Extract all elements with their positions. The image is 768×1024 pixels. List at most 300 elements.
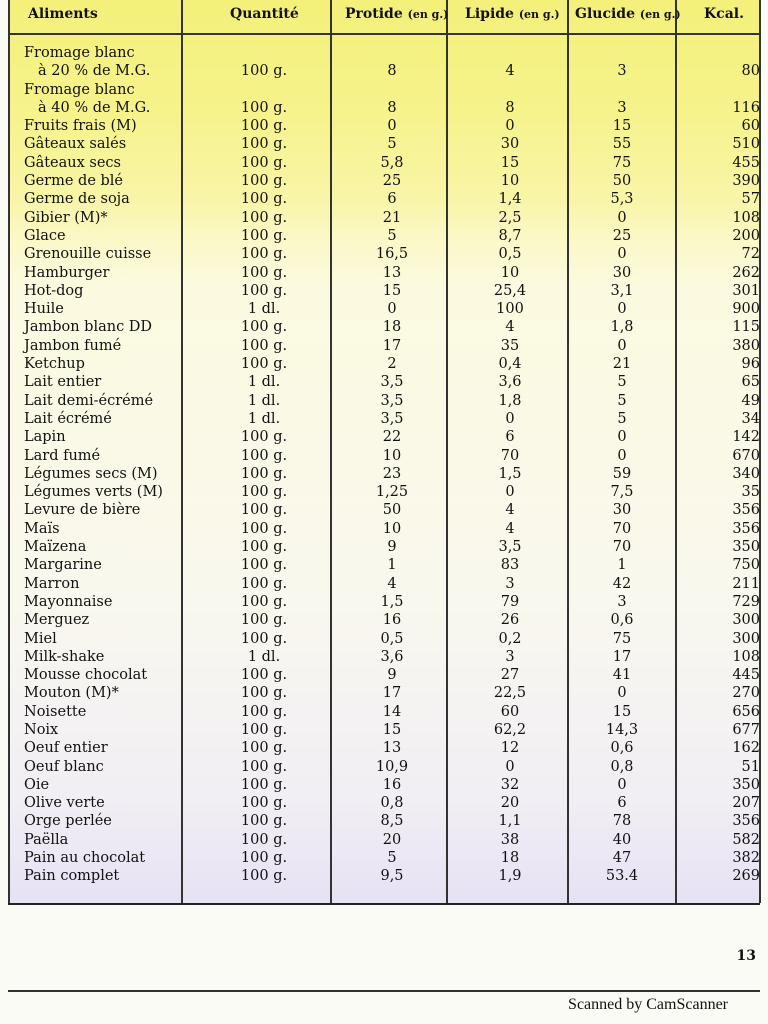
protide-cell: 4 [387,575,397,592]
kcal-cell: 162 [732,740,760,757]
table-row [0,831,768,849]
food-name: Noix [24,721,59,738]
kcal-cell: 656 [732,703,760,720]
protide-cell: 16,5 [375,246,409,263]
lipide-cell: 0,4 [498,356,522,373]
header-quantite: Quantité [230,6,299,22]
lipide-cell: 6 [505,429,515,446]
kcal-cell: 750 [732,557,760,574]
kcal-cell: 356 [732,813,760,830]
kcal-cell: 300 [732,612,760,629]
table-row [0,190,768,208]
glucide-cell: 42 [612,575,632,592]
protide-cell: 17 [382,337,402,354]
quantity-cell: 1 dl. [247,301,281,318]
lipide-cell: 30 [500,136,520,153]
glucide-cell: 3,1 [610,282,634,299]
quantity-cell: 100 g. [240,356,288,373]
kcal-cell: 96 [741,356,760,373]
food-name: Fruits frais (M) [24,118,137,135]
food-name: Miel [24,630,57,647]
lipide-cell: 27 [500,667,520,684]
table-row [0,703,768,721]
table-row [0,812,768,830]
footer-rule [8,990,760,992]
food-name: Milk-shake [24,648,105,665]
protide-cell: 0,5 [380,630,404,647]
lipide-cell: 4 [505,502,515,519]
lipide-cell: 15 [500,154,520,171]
lipide-cell: 79 [500,593,520,610]
protide-cell: 6 [387,191,397,208]
glucide-cell: 0 [617,337,627,354]
lipide-cell: 83 [500,557,520,574]
protide-cell: 3,5 [380,410,404,427]
glucide-cell: 70 [612,539,632,556]
table-row [0,684,768,702]
header-aliments: Aliments [28,6,98,22]
quantity-cell: 100 g. [240,539,288,556]
kcal-cell: 677 [732,721,760,738]
table-row [0,666,768,684]
table-row [0,300,768,318]
glucide-cell: 0 [617,301,627,318]
food-name: Jambon blanc DD [24,319,153,336]
protide-cell: 13 [382,264,402,281]
glucide-cell: 21 [612,356,632,373]
glucide-cell: 0 [617,447,627,464]
table-row [0,538,768,556]
protide-cell: 14 [382,703,402,720]
protide-cell: 0 [387,118,397,135]
quantity-cell: 100 g. [240,740,288,757]
quantity-cell: 100 g. [240,502,288,519]
table-row [0,81,768,118]
food-name: Paëlla [24,831,69,848]
glucide-cell: 7,5 [610,484,634,501]
lipide-cell: 20 [500,795,520,812]
table-row [0,483,768,501]
glucide-cell: 5 [617,410,627,427]
quantity-cell: 1 dl. [247,392,281,409]
header-protide: Protide (en g.) [345,6,449,22]
header-lipide: Lipide (en g.) [465,6,560,22]
food-name [24,44,150,81]
header-divider [8,33,760,35]
glucide-cell: 6 [617,795,627,812]
food-name: Ketchup [24,356,85,373]
quantity-cell: 100 g. [240,465,288,482]
quantity-cell: 100 g. [240,630,288,647]
kcal-cell: 350 [732,776,760,793]
glucide-cell: 14,3 [605,721,639,738]
food-name: Grenouille cuisse [24,246,152,263]
kcal-cell: 380 [732,337,760,354]
quantity-cell: 100 g. [240,136,288,153]
lipide-cell: 0 [505,484,515,501]
kcal-cell: 729 [732,593,760,610]
table-row [0,465,768,483]
table-row [0,410,768,428]
glucide-cell: 0,6 [610,612,634,629]
glucide-cell: 78 [612,813,632,830]
lipide-cell: 3 [505,648,515,665]
kcal-cell: 382 [732,850,760,867]
table-row [0,373,768,391]
protide-cell: 8 [387,99,397,116]
lipide-cell: 1,8 [498,392,522,409]
quantity-cell: 1 dl. [247,410,281,427]
glucide-cell: 0,8 [610,758,634,775]
lipide-cell: 38 [500,831,520,848]
table-row [0,117,768,135]
lipide-cell: 3,6 [498,374,522,391]
kcal-cell: 60 [741,118,760,135]
kcal-cell: 108 [732,209,760,226]
kcal-cell: 900 [732,301,760,318]
lipide-cell: 0 [505,410,515,427]
protide-cell: 5 [387,227,397,244]
quantity-cell: 100 g. [240,429,288,446]
quantity-cell: 100 g. [240,337,288,354]
food-name-line1: Fromage blanc [24,45,135,61]
table-body [0,44,768,886]
food-name: Lard fumé [24,447,101,464]
kcal-cell: 116 [732,99,760,116]
protide-cell: 5 [387,136,397,153]
quantity-cell: 100 g. [240,282,288,299]
quantity-cell: 100 g. [240,173,288,190]
glucide-cell: 3 [617,99,627,116]
kcal-cell: 455 [732,154,760,171]
lipide-cell: 32 [500,776,520,793]
table-row [0,794,768,812]
protide-cell: 13 [382,740,402,757]
glucide-cell: 15 [612,703,632,720]
glucide-cell: 47 [612,850,632,867]
food-name: Marron [24,575,80,592]
glucide-cell: 0 [617,429,627,446]
protide-cell: 10 [382,447,402,464]
lipide-cell: 4 [505,520,515,537]
quantity-cell: 100 g. [240,795,288,812]
protide-cell: 20 [382,831,402,848]
food-name: Lapin [24,429,66,446]
protide-cell: 9,5 [380,868,404,885]
glucide-cell: 3 [617,593,627,610]
glucide-cell: 59 [612,465,632,482]
kcal-cell: 356 [732,520,760,537]
quantity-cell: 100 g. [240,776,288,793]
kcal-cell: 51 [741,758,760,775]
table-row [0,758,768,776]
food-name: Glace [24,227,66,244]
protide-cell: 0 [387,301,397,318]
table-row [0,428,768,446]
lipide-cell: 1,9 [498,868,522,885]
food-name: Merguez [24,612,90,629]
protide-cell: 15 [382,721,402,738]
protide-cell: 15 [382,282,402,299]
glucide-cell: 1,8 [610,319,634,336]
quantity-cell: 100 g. [240,703,288,720]
kcal-cell: 269 [732,868,760,885]
kcal-cell: 115 [732,319,760,336]
lipide-cell: 22,5 [493,685,527,702]
header-kcal: Kcal. [704,6,744,22]
header-glucide: Glucide (en g.) [575,6,681,22]
quantity-cell: 100 g. [240,575,288,592]
kcal-cell: 445 [732,667,760,684]
food-name [24,81,150,118]
food-name: Germe de blé [24,173,124,190]
glucide-cell: 30 [612,502,632,519]
table-row [0,44,768,81]
quantity-cell: 100 g. [240,667,288,684]
kcal-cell: 300 [732,630,760,647]
table-row [0,282,768,300]
kcal-cell: 142 [732,429,760,446]
protide-cell: 22 [382,429,402,446]
lipide-cell: 100 [496,301,524,318]
glucide-cell: 0 [617,685,627,702]
table-row [0,867,768,885]
table-row [0,501,768,519]
glucide-cell: 17 [612,648,632,665]
protide-cell: 5 [387,850,397,867]
quantity-cell: 100 g. [240,758,288,775]
protide-cell: 50 [382,502,402,519]
glucide-cell: 0 [617,246,627,263]
quantity-cell: 100 g. [240,813,288,830]
protide-cell: 21 [382,209,402,226]
glucide-cell: 70 [612,520,632,537]
table-row [0,849,768,867]
food-name: Olive verte [24,795,105,812]
protide-cell: 3,5 [380,392,404,409]
page-number: 13 [736,948,756,964]
food-name: Hamburger [24,264,110,281]
glucide-cell: 55 [612,136,632,153]
table-row [0,739,768,757]
quantity-cell: 100 g. [240,447,288,464]
table-row [0,648,768,666]
glucide-cell: 3 [617,63,627,80]
lipide-cell: 0 [505,758,515,775]
food-name: Oeuf blanc [24,758,104,775]
food-name: Orge perlée [24,813,112,830]
kcal-cell: 35 [741,484,760,501]
scanner-watermark: Scanned by CamScanner [568,996,728,1013]
kcal-cell: 670 [732,447,760,464]
food-name: Lait écrémé [24,410,112,427]
protide-cell: 1,5 [380,593,404,610]
quantity-cell: 100 g. [240,319,288,336]
lipide-cell: 4 [505,319,515,336]
kcal-cell: 582 [732,831,760,848]
quantity-cell: 100 g. [240,868,288,885]
lipide-cell: 12 [500,740,520,757]
lipide-cell: 3 [505,575,515,592]
lipide-cell: 2,5 [498,209,522,226]
glucide-cell: 30 [612,264,632,281]
protide-cell: 17 [382,685,402,702]
glucide-cell: 75 [612,630,632,647]
table-row [0,245,768,263]
glucide-cell: 25 [612,227,632,244]
lipide-cell: 1,4 [498,191,522,208]
lipide-cell: 70 [500,447,520,464]
quantity-cell: 100 g. [240,685,288,702]
quantity-cell: 1 dl. [247,648,281,665]
food-name: Levure de bière [24,502,141,519]
lipide-cell: 4 [505,63,515,80]
lipide-cell: 60 [500,703,520,720]
kcal-cell: 340 [732,465,760,482]
kcal-cell: 65 [741,374,760,391]
protide-cell: 3,5 [380,374,404,391]
food-name: Huile [24,301,64,318]
food-name-line2: à 20 % de M.G. [38,63,151,80]
food-name: Gâteaux secs [24,154,121,171]
quantity-cell: 100 g. [240,154,288,171]
food-name: Mouton (M)* [24,685,119,702]
protide-cell: 2 [387,356,397,373]
lipide-cell: 8,7 [498,227,522,244]
food-name: Oeuf entier [24,740,108,757]
table-row [0,593,768,611]
glucide-cell: 5,3 [610,191,634,208]
protide-cell: 10,9 [375,758,409,775]
kcal-cell: 262 [732,264,760,281]
food-name: Mayonnaise [24,593,113,610]
table-row [0,721,768,739]
kcal-cell: 350 [732,539,760,556]
lipide-cell: 8 [505,99,515,116]
glucide-cell: 5 [617,392,627,409]
lipide-cell: 25,4 [493,282,527,299]
table-row [0,611,768,629]
table-row [0,630,768,648]
food-name: Maïs [24,520,60,537]
quantity-cell: 100 g. [240,63,288,80]
food-name: Lait entier [24,374,102,391]
food-name: Oie [24,776,50,793]
kcal-cell: 34 [741,410,760,427]
glucide-cell: 0,6 [610,740,634,757]
quantity-cell: 100 g. [240,520,288,537]
table-row [0,209,768,227]
quantity-cell: 100 g. [240,721,288,738]
lipide-cell: 0,2 [498,630,522,647]
food-name: Lait demi-écrémé [24,392,154,409]
lipide-cell: 18 [500,850,520,867]
table-row [0,154,768,172]
protide-cell: 8 [387,63,397,80]
lipide-cell: 1,1 [498,813,522,830]
glucide-cell: 53.4 [605,868,639,885]
glucide-cell: 1 [617,557,627,574]
table-row [0,135,768,153]
kcal-cell: 301 [732,282,760,299]
table-row [0,575,768,593]
food-name: Légumes secs (M) [24,465,158,482]
glucide-cell: 0 [617,209,627,226]
protide-cell: 9 [387,539,397,556]
quantity-cell: 100 g. [240,246,288,263]
protide-cell: 8,5 [380,813,404,830]
protide-cell: 3,6 [380,648,404,665]
quantity-cell: 100 g. [240,191,288,208]
protide-cell: 16 [382,776,402,793]
quantity-cell: 100 g. [240,227,288,244]
glucide-cell: 5 [617,374,627,391]
kcal-cell: 207 [732,795,760,812]
food-name-line1: Fromage blanc [24,81,135,98]
protide-cell: 1 [387,557,397,574]
protide-cell: 16 [382,612,402,629]
quantity-cell: 100 g. [240,118,288,135]
food-name: Maïzena [24,539,87,556]
lipide-cell: 3,5 [498,539,522,556]
table-row [0,172,768,190]
lipide-cell: 0,5 [498,246,522,263]
kcal-cell: 510 [732,136,760,153]
kcal-cell: 200 [732,227,760,244]
protide-cell: 23 [382,465,402,482]
lipide-cell: 10 [500,264,520,281]
protide-cell: 9 [387,667,397,684]
lipide-cell: 10 [500,173,520,190]
quantity-cell: 100 g. [240,99,288,116]
glucide-cell: 15 [612,118,632,135]
protide-cell: 10 [382,520,402,537]
protide-cell: 18 [382,319,402,336]
food-name: Noisette [24,703,87,720]
kcal-cell: 57 [741,191,760,208]
quantity-cell: 100 g. [240,593,288,610]
table-row [0,392,768,410]
glucide-cell: 50 [612,173,632,190]
table-row [0,556,768,574]
kcal-cell: 72 [741,246,760,263]
food-name: Germe de soja [24,191,130,208]
kcal-cell: 108 [732,648,760,665]
quantity-cell: 100 g. [240,831,288,848]
protide-cell: 0,8 [380,795,404,812]
food-name: Jambon fumé [24,337,122,354]
kcal-cell: 390 [732,173,760,190]
food-name: Gâteaux salés [24,136,127,153]
kcal-cell: 211 [732,575,760,592]
glucide-cell: 40 [612,831,632,848]
table-row [0,447,768,465]
lipide-cell: 62,2 [493,721,527,738]
quantity-cell: 100 g. [240,612,288,629]
food-name: Légumes verts (M) [24,484,163,501]
kcal-cell: 49 [741,392,760,409]
lipide-cell: 1,5 [498,465,522,482]
table-row [0,355,768,373]
table-row [0,318,768,336]
protide-cell: 1,25 [375,484,409,501]
quantity-cell: 100 g. [240,850,288,867]
kcal-cell: 356 [732,502,760,519]
table-row [0,520,768,538]
table-row [0,264,768,282]
glucide-cell: 0 [617,776,627,793]
food-name-line2: à 40 % de M.G. [38,99,151,116]
